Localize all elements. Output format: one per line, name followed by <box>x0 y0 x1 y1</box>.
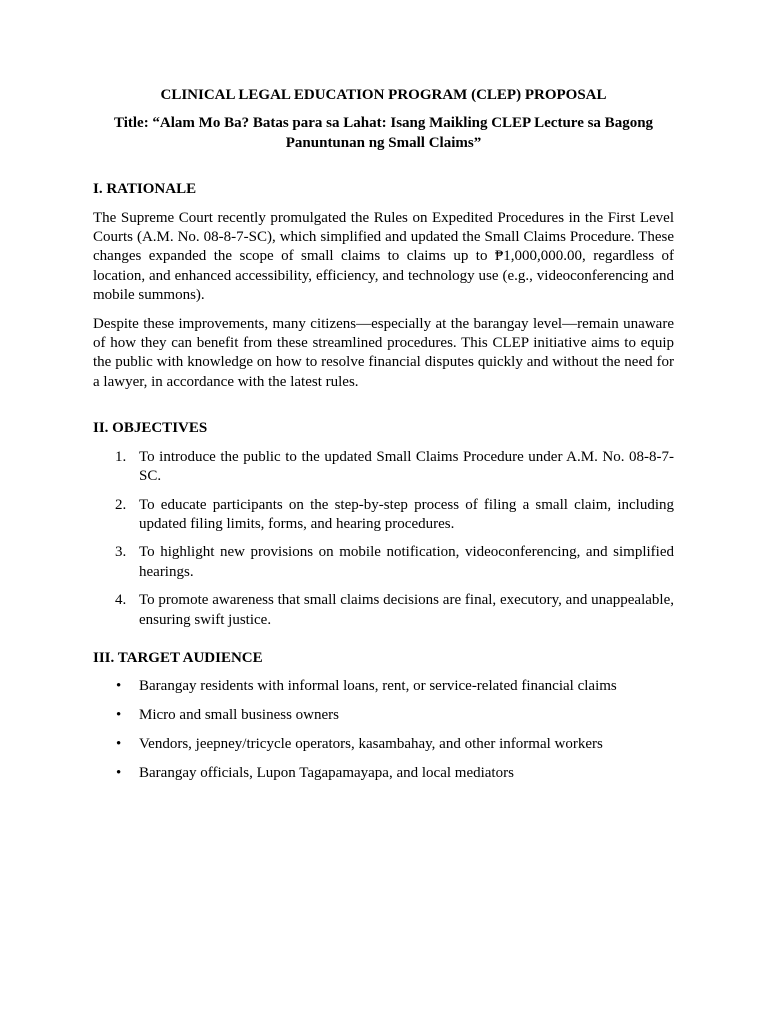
bullet-icon: • <box>116 736 122 753</box>
list-item <box>93 591 674 630</box>
document-subtitle: Title: “Alam Mo Ba? Batas para sa Lahat: Isang Maikling CLEP Lecture sa Bagong Panuntunan ng Small Claims” <box>113 115 654 151</box>
objectives-list <box>93 448 674 630</box>
bullet-icon: • <box>116 765 122 782</box>
list-item-text: Barangay residents with informal loans, rent, or service-related financial claims <box>139 678 617 695</box>
list-item <box>93 706 674 725</box>
list-item <box>93 764 674 783</box>
list-item-text: To introduce the public to the updated Small Claims Procedure under A.M. No. 08-8-7-SC. <box>139 448 674 485</box>
list-item-text: Vendors, jeepney/tricycle operators, kasambahay, and other informal workers <box>139 736 603 753</box>
list-item <box>93 543 674 582</box>
list-item-text: To educate participants on the step-by-step process of filing a small claim, including updated filing limits, forms, and hearing procedures. <box>139 496 674 532</box>
list-item-number: 3. <box>115 544 127 561</box>
audience-list <box>93 677 674 783</box>
bullet-icon: • <box>116 678 122 695</box>
rationale-paragraph: Despite these improvements, many citizens—especially at the barangay level—remain unaware of how they can benefit from these streamlined procedures. This CLEP initiative aims to equip the public with knowledge on how to resolve financial disputes quickly and without the need for a lawyer, in accordance with the latest rules. <box>93 315 674 390</box>
bullet-icon: • <box>116 707 122 724</box>
section-heading-rationale: I. RATIONALE <box>93 181 197 198</box>
list-item-text: To highlight new provisions on mobile notification, videoconferencing, and simplified hearings. <box>139 544 674 580</box>
list-item-text: Micro and small business owners <box>139 707 339 724</box>
document-title: CLINICAL LEGAL EDUCATION PROGRAM (CLEP) PROPOSAL <box>160 87 607 103</box>
list-item-number: 4. <box>115 592 127 609</box>
section-heading-target-audience: III. TARGET AUDIENCE <box>93 649 263 666</box>
list-item <box>93 448 674 487</box>
list-item <box>93 677 674 696</box>
section-target-audience <box>93 649 674 784</box>
section-heading-objectives: II. OBJECTIVES <box>93 420 208 437</box>
list-item <box>93 735 674 754</box>
rationale-paragraph: The Supreme Court recently promulgated the Rules on Expedited Procedures in the First Level Courts (A.M. No. 08-8-7-SC), which simplified and updated the Small Claims Procedure. These changes expanded the scope of small claims to claims up to ₱1,000,000.00, regardless of location, and enhanced accessibility, efficiency, and technology use (e.g., videoconferencing and mobile summons). <box>93 209 674 304</box>
list-item-text: Barangay officials, Lupon Tagapamayapa, and local mediators <box>139 765 514 782</box>
list-item-text: To promote awareness that small claims decisions are final, executory, and unappealable, ensuring swift justice. <box>139 592 674 628</box>
list-item <box>93 496 674 535</box>
section-objectives <box>93 419 674 630</box>
list-item-number: 2. <box>115 496 127 513</box>
list-item-number: 1. <box>115 448 127 465</box>
section-rationale <box>93 180 674 392</box>
